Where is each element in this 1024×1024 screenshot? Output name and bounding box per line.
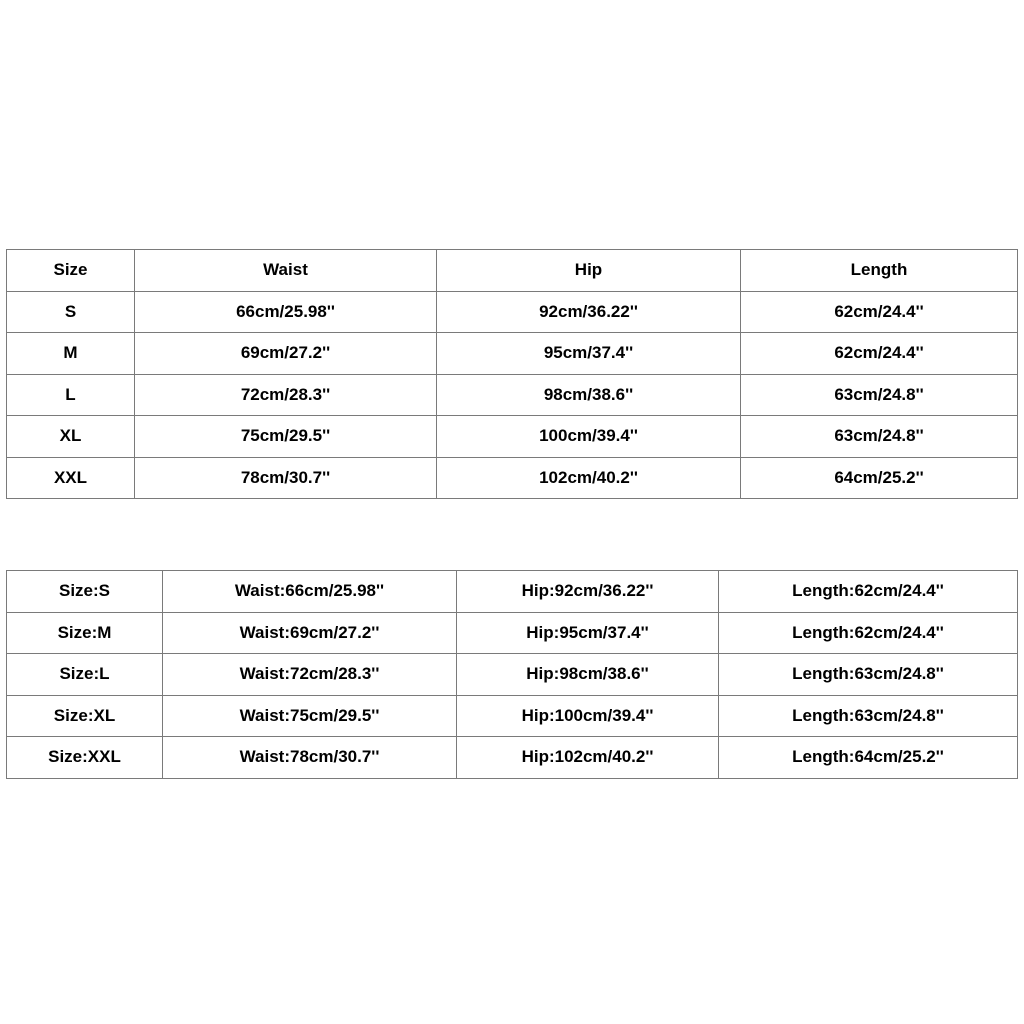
hip-cell: Hip:92cm/36.22''	[457, 571, 719, 613]
size-cell: S	[7, 291, 135, 333]
table-row	[7, 737, 1018, 779]
waist-cell: 66cm/25.98''	[135, 291, 437, 333]
hip-cell: Hip:95cm/37.4''	[457, 612, 719, 654]
length-cell: Length:62cm/24.4''	[719, 612, 1018, 654]
hip-cell: 95cm/37.4''	[437, 333, 741, 375]
size-detail-table	[6, 570, 1018, 779]
table-row	[7, 457, 1018, 499]
size-cell: M	[7, 333, 135, 375]
hip-cell: Hip:100cm/39.4''	[457, 695, 719, 737]
table-row	[7, 612, 1018, 654]
header-hip: Hip	[437, 250, 741, 292]
table-header-row	[7, 250, 1018, 292]
waist-cell: 78cm/30.7''	[135, 457, 437, 499]
size-cell: Size:XXL	[7, 737, 163, 779]
length-cell: Length:62cm/24.4''	[719, 571, 1018, 613]
length-cell: 64cm/25.2''	[741, 457, 1018, 499]
waist-cell: Waist:69cm/27.2''	[163, 612, 457, 654]
header-size: Size	[7, 250, 135, 292]
header-length: Length	[741, 250, 1018, 292]
waist-cell: Waist:66cm/25.98''	[163, 571, 457, 613]
table-row	[7, 374, 1018, 416]
size-cell: XXL	[7, 457, 135, 499]
length-cell: 63cm/24.8''	[741, 416, 1018, 458]
table-row	[7, 333, 1018, 375]
size-cell: L	[7, 374, 135, 416]
length-cell: 63cm/24.8''	[741, 374, 1018, 416]
table-row	[7, 695, 1018, 737]
hip-cell: Hip:102cm/40.2''	[457, 737, 719, 779]
size-chart-table	[6, 249, 1018, 499]
length-cell: Length:63cm/24.8''	[719, 695, 1018, 737]
hip-cell: 92cm/36.22''	[437, 291, 741, 333]
hip-cell: Hip:98cm/38.6''	[457, 654, 719, 696]
header-waist: Waist	[135, 250, 437, 292]
size-cell: Size:S	[7, 571, 163, 613]
size-cell: Size:XL	[7, 695, 163, 737]
waist-cell: Waist:78cm/30.7''	[163, 737, 457, 779]
hip-cell: 100cm/39.4''	[437, 416, 741, 458]
waist-cell: Waist:75cm/29.5''	[163, 695, 457, 737]
length-cell: Length:64cm/25.2''	[719, 737, 1018, 779]
hip-cell: 102cm/40.2''	[437, 457, 741, 499]
table-row	[7, 291, 1018, 333]
length-cell: 62cm/24.4''	[741, 333, 1018, 375]
waist-cell: 69cm/27.2''	[135, 333, 437, 375]
table-row	[7, 654, 1018, 696]
waist-cell: 75cm/29.5''	[135, 416, 437, 458]
waist-cell: 72cm/28.3''	[135, 374, 437, 416]
size-cell: XL	[7, 416, 135, 458]
table-row	[7, 416, 1018, 458]
hip-cell: 98cm/38.6''	[437, 374, 741, 416]
size-cell: Size:M	[7, 612, 163, 654]
length-cell: Length:63cm/24.8''	[719, 654, 1018, 696]
length-cell: 62cm/24.4''	[741, 291, 1018, 333]
size-cell: Size:L	[7, 654, 163, 696]
waist-cell: Waist:72cm/28.3''	[163, 654, 457, 696]
table-row	[7, 571, 1018, 613]
